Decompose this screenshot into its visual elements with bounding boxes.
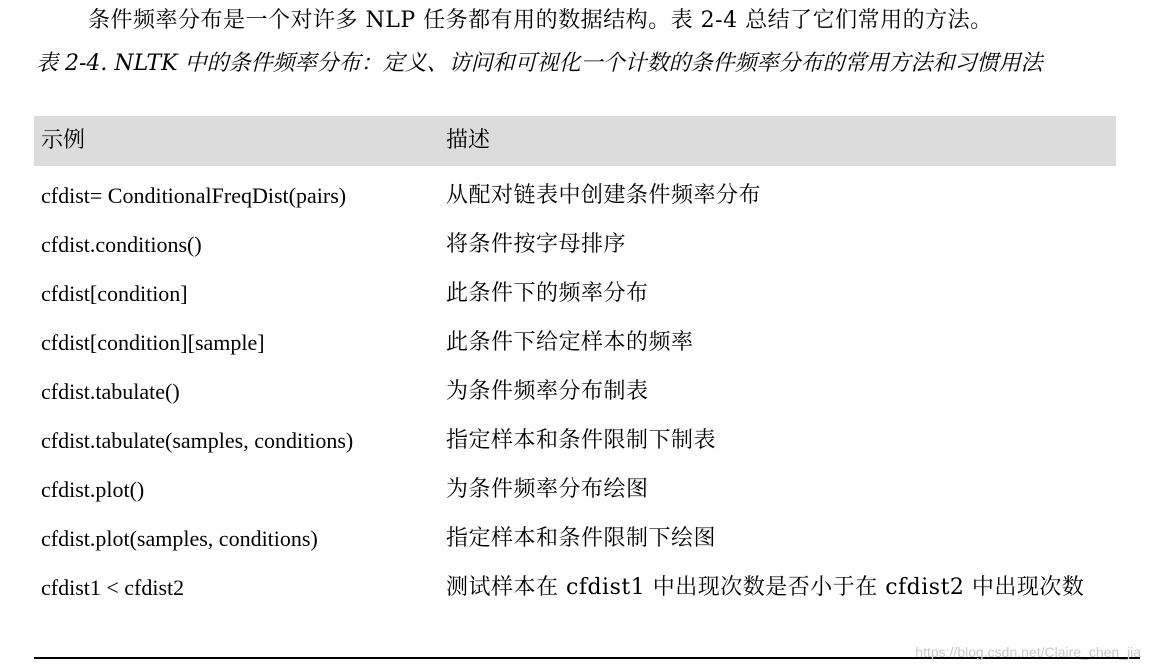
header-example: 示例 [41,128,86,153]
description-cell: 测试样本在 cfdist1 中出现次数是否小于在 cfdist2 中出现次数 [446,575,1085,600]
example-cell: cfdist[condition][sample] [41,330,265,355]
example-cell: cfdist.plot() [41,477,145,502]
table-caption: 表 2-4. NLTK 中的条件频率分布：定义、访问和可视化一个计数的条件频率分布的常用方法和习惯用法 [36,51,1043,76]
description-cell: 为条件频率分布绘图 [446,477,649,502]
table-row [34,411,1116,460]
description-cell: 为条件频率分布制表 [446,379,649,404]
example-cell: cfdist1 < cfdist2 [41,575,185,600]
table-row [34,509,1116,558]
table-row [34,362,1116,411]
source-watermark: https://blog.csdn.net/Claire_chen_jia [915,644,1141,660]
table-row [34,460,1116,509]
table-header-row [34,116,1116,166]
intro-paragraph: 条件频率分布是一个对许多 NLP 任务都有用的数据结构。表 2-4 总结了它们常用的方法。 [88,8,993,33]
description-cell: 从配对链表中创建条件频率分布 [446,183,762,208]
example-cell: cfdist= ConditionalFreqDist(pairs) [41,183,347,208]
table-row [34,313,1116,362]
description-cell: 此条件下的频率分布 [446,281,649,306]
example-cell: cfdist.tabulate(samples, conditions) [41,428,354,453]
description-cell: 指定样本和条件限制下制表 [446,428,717,453]
example-cell: cfdist.conditions() [41,232,202,257]
table-row [34,215,1116,264]
description-cell: 此条件下给定样本的频率 [446,330,694,355]
description-cell: 指定样本和条件限制下绘图 [446,526,717,551]
example-cell: cfdist[condition] [41,281,188,306]
table-row [34,264,1116,313]
header-description: 描述 [446,128,491,153]
table-row [34,166,1116,215]
table-row [34,558,1116,607]
example-cell: cfdist.tabulate() [41,379,180,404]
methods-table [34,116,1116,607]
description-cell: 将条件按字母排序 [446,232,627,257]
example-cell: cfdist.plot(samples, conditions) [41,526,318,551]
